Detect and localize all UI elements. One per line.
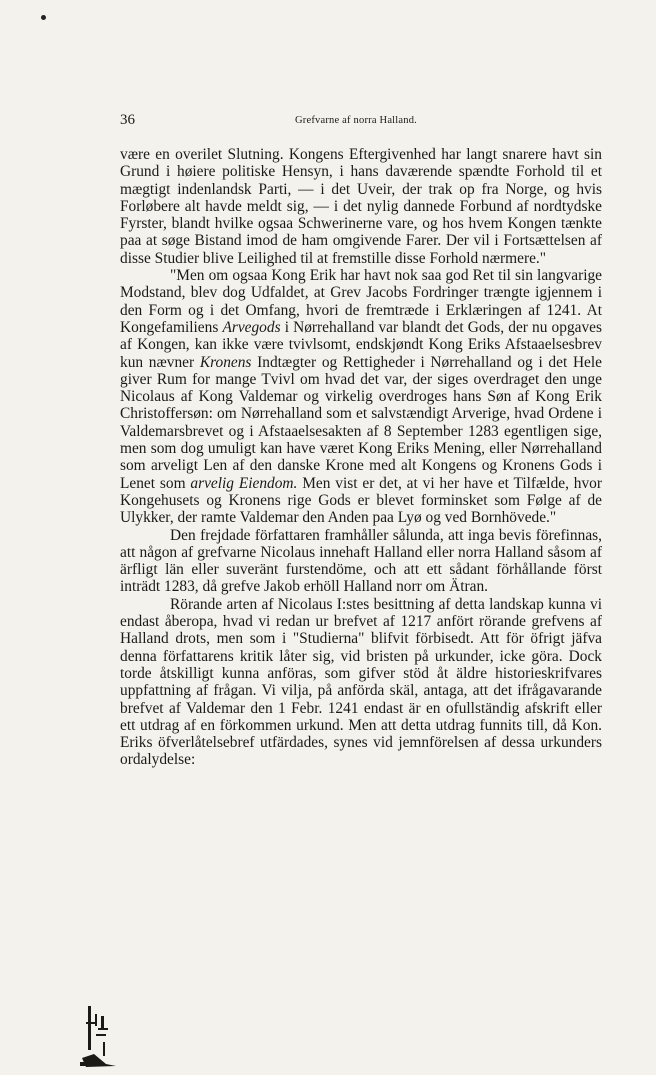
text-run: "Men om ogsaa Kong Erik har havt nok saa god Ret til sin langvarige Modstand, blev dog Udfaldet, at Grev Jacobs Fordringer trængte igjennem i den Form og i det Omfang, hvori de fremtræde i Erklæringen af 1241. At Kongefamiliens [120,267,602,336]
page-header [120,112,600,134]
body-text [120,146,602,769]
text-run: Men vist er det, at vi her have et Tilfælde, hvor Kongehusets og Kronens rige Gods er blevet forminsket som Følge af de Ulykker, der ramte Valdemar den Anden paa Lyø og ved Bornhövede." [120,474,603,527]
emphasis-arvegods: Arvegods [222,318,281,336]
emphasis-arvelig-eiendom: arvelig Eiendom. [190,474,298,492]
running-head: Grefvarne af norra Halland. [295,115,418,126]
page-number: 36 [120,112,135,128]
text-run: Indtægter og Rettigheder i Nørrehalland og i det Hele giver Rum for mange Tvivl om hvad det var, der siges overdraget den unge Nicolaus af Kong Valdemar og virkelig overdroges hans Søn af Kong Erik Christoffersøn: om Nørrehalland som et salvstændigt Arverige, hvad Ordene i Valdemarsbrevet og i Afstaaelsesakten af 8 September 1283 egentligen sige, men som dog umuligt kan have været Kong Eriks Mening, eller Nørrehalland som arveligt Len af den danske Krone med alt Kongens og Kronens Gods i Lenet som [120,353,602,492]
paragraph [120,527,602,596]
text-run: Rörande arten af Nicolaus I:stes besittning af detta landskap kunna vi endast åberopa, hvad vi redan ur brefvet af 1217 anfört rörande grefvens af Halland drots, men som i "Studierna" blifvit förbisedt. Att för öfrigt jäfva denna författarens kritik låter sig, vid bristen på urkunder, icke göra. Dock torde åtskilligt kunna anföras, som gifver stöd åt äldre historieskrifvares uppfattning af frågan. Vi vilja, på anförda skäl, antaga, att det ifrågavarande brefvet af Valdemar den 1 Febr. 1241 endast är en ofullständig afskrift eller ett utdrag af en förkommen urkund. Men att detta utdrag funnits till, då Kon. Eriks öfverlåtelsebref utfärdades, synes vid jemnförelsen af dessa urkunders ordalydelse: [120,595,602,769]
paragraph [120,596,602,769]
library-stamp-mark [76,1004,120,1068]
ink-dot [41,15,46,20]
paragraph [120,267,602,526]
text-run: i Nørrehalland var blandt det Gods, der nu opgaves af Kongen, kan ikke være tvivlsomt, endskjøndt Kong Eriks Afstaaelsesbrev kun nævner [120,318,602,371]
paragraph [120,146,602,267]
emphasis-kronens: Kronens [199,353,252,371]
text-run: være en overilet Slutning. Kongens Eftergivenhed har langt snarere havt sin Grund i høiere politiske Hensyn, i hans daværende spændte Forhold til et mægtigt indenlandsk Parti, — i det Uveir, der trak op fra Norge, og hvis Forløbere alt havde meldt sig, — i det nylig dannede Forbund af nordtydske Fyrster, blandt hvilke ogsaa Schwerinerne vare, og hos hvem Kongen tænkte paa at søge Bistand imod de ham omgivende Farer. Der vil i Fortsættelsen af disse Studier blive Leilighed til at fremstille disse Forhold nærmere." [120,146,602,267]
text-run: Den frejdade författaren framhåller sålunda, att inga bevis förefinnas, att någon af grefvarne Nicolaus innehaft Halland eller norra Halland såsom af ärfligt län eller suveränt furstendöme, och att ett sådant förhållande först inträdt 1283, då grefve Jakob erhöll Halland norr om Ätran. [120,526,602,596]
